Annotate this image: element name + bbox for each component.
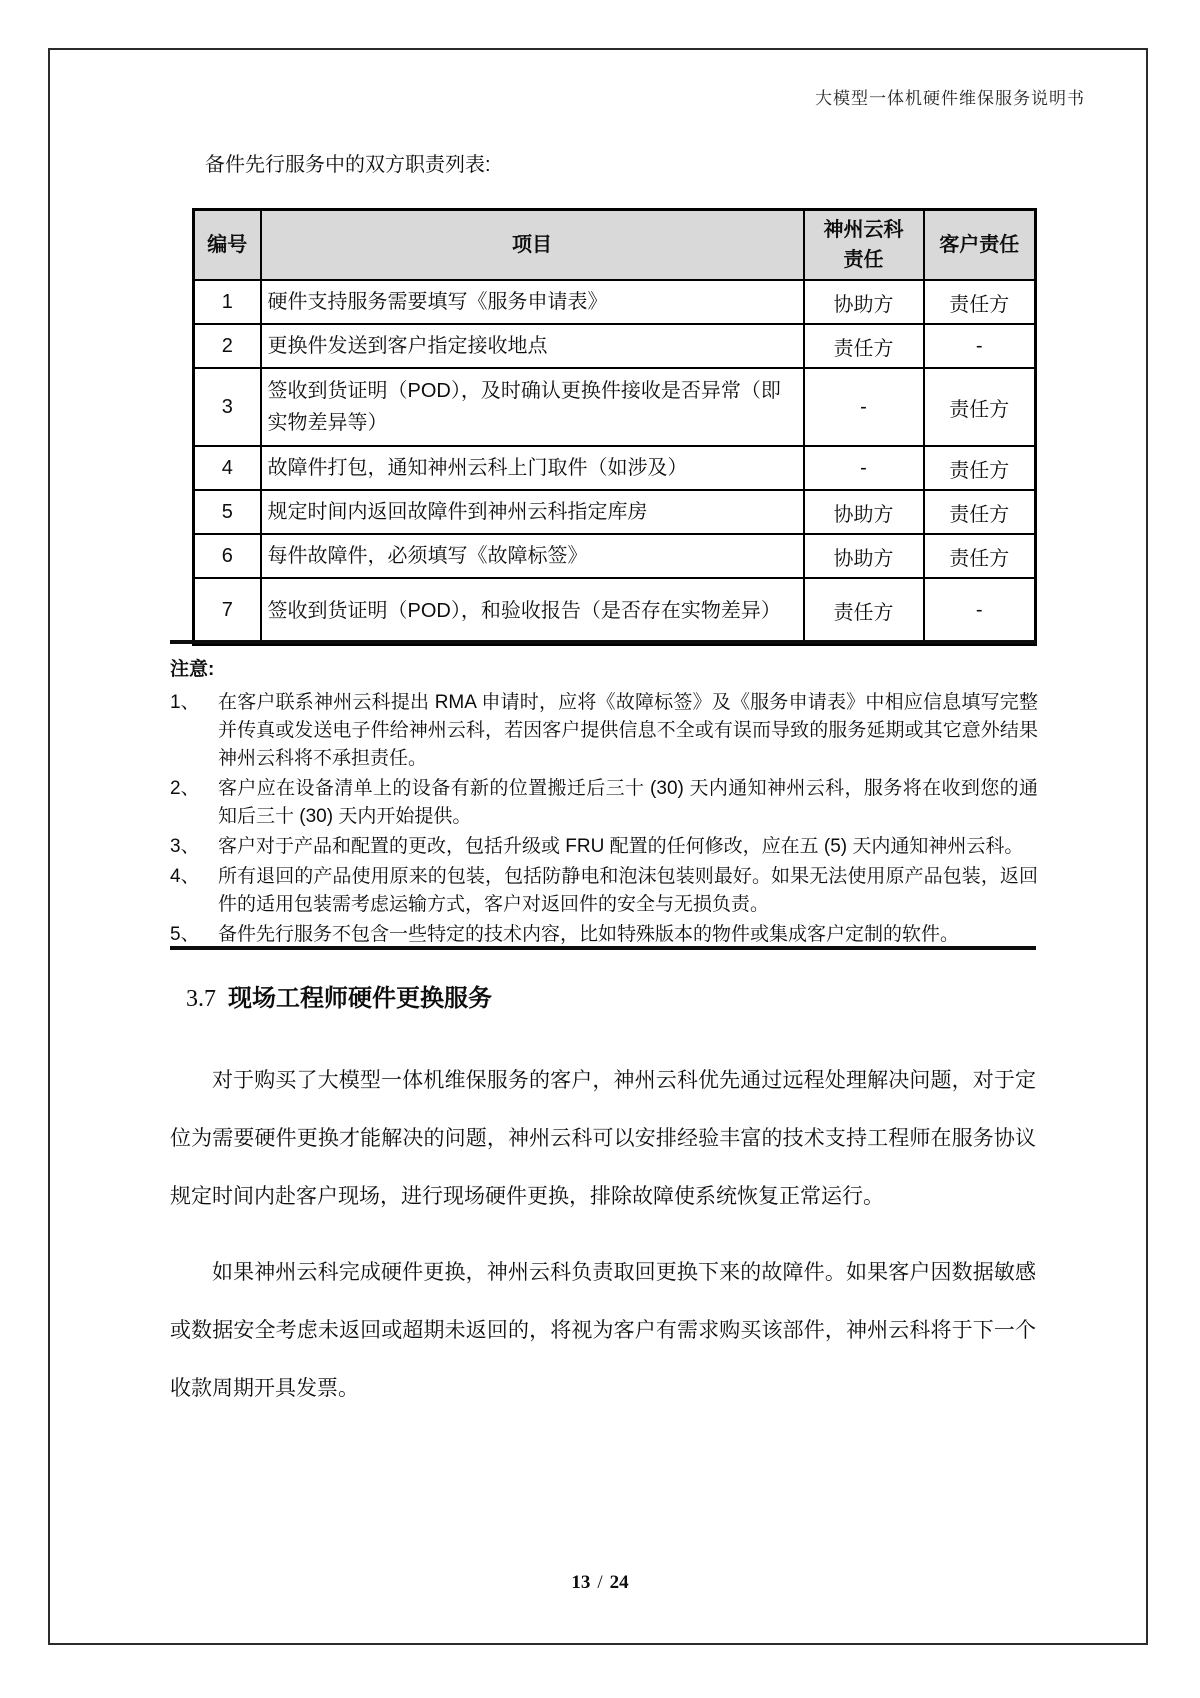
cell-customer: 责任方 [924, 368, 1036, 446]
header-cell-no: 编号 [194, 210, 261, 281]
cell-item: 故障件打包，通知神州云科上门取件（如涉及） [261, 446, 804, 490]
header-cell-item: 项目 [261, 210, 804, 281]
cell-item: 更换件发送到客户指定接收地点 [261, 324, 804, 368]
cell-no: 7 [194, 578, 261, 644]
cell-vendor: - [804, 368, 924, 446]
cell-no: 4 [194, 446, 261, 490]
note-text: 客户应在设备清单上的设备有新的位置搬迁后三十 (30) 天内通知神州云科，服务将在收到您的通知后三十 (30) 天内开始提供。 [218, 778, 1038, 827]
notes-label: 注意: [170, 659, 215, 680]
cell-customer: 责任方 [924, 280, 1036, 324]
page-number-separator: / [597, 1572, 603, 1593]
cell-item: 每件故障件，必须填写《故障标签》 [261, 534, 804, 578]
note-number: 3、 [170, 836, 200, 857]
document-header-title: 大模型一体机硬件维保服务说明书 [815, 89, 1085, 108]
table-intro-text: 备件先行服务中的双方职责列表: [205, 154, 491, 176]
note-number: 2、 [170, 778, 200, 799]
note-item [170, 775, 1038, 831]
cell-item: 签收到货证明（POD），及时确认更换件接收是否异常（即实物差异等） [261, 368, 804, 446]
cell-item: 硬件支持服务需要填写《服务申请表》 [261, 280, 804, 324]
cell-item: 签收到货证明（POD），和验收报告（是否存在实物差异） [261, 578, 804, 644]
table-row [194, 368, 1036, 446]
section-number: 3.7 [186, 986, 216, 1012]
note-item [170, 689, 1038, 773]
paragraph: 如果神州云科完成硬件更换，神州云科负责取回更换下来的故障件。如果客户因数据敏感或数据安全考虑未返回或超期未返回的，将视为客户有需求购买该部件，神州云科将于下一个收款周期开具发票。 [170, 1261, 1036, 1400]
note-text: 客户对于产品和配置的更改，包括升级或 FRU 配置的任何修改，应在五 (5) 天内通知神州云科。 [218, 836, 1024, 857]
cell-vendor: 协助方 [804, 490, 924, 534]
cell-vendor: 协助方 [804, 534, 924, 578]
cell-customer: 责任方 [924, 446, 1036, 490]
note-number: 5、 [170, 924, 200, 945]
paragraph: 对于购买了大模型一体机维保服务的客户，神州云科优先通过远程处理解决问题，对于定位为需要硬件更换才能解决的问题，神州云科可以安排经验丰富的技术支持工程师在服务协议规定时间内赴客户现场，进行现场硬件更换，排除故障使系统恢复正常运行。 [170, 1069, 1036, 1208]
header-cell-customer: 客户责任 [924, 210, 1036, 281]
notes-section [170, 654, 1038, 951]
section-title: 现场工程师硬件更换服务 [228, 985, 492, 1012]
section-heading [186, 978, 492, 1013]
page-number-total: 24 [609, 1572, 629, 1593]
table-row [194, 578, 1036, 644]
cell-no: 2 [194, 324, 261, 368]
cell-item: 规定时间内返回故障件到神州云科指定库房 [261, 490, 804, 534]
responsibility-table [192, 208, 1037, 646]
table-row [194, 534, 1036, 578]
table-header-row [194, 210, 1036, 281]
cell-customer: 责任方 [924, 490, 1036, 534]
header-cell-vendor-line2: 责任 [843, 249, 884, 271]
table-row [194, 280, 1036, 324]
header-cell-vendor [804, 210, 924, 281]
table-row [194, 324, 1036, 368]
table-row [194, 490, 1036, 534]
header-cell-vendor-line1: 神州云科 [823, 219, 904, 241]
divider-line-bottom [170, 946, 1036, 950]
page-footer [0, 1572, 1200, 1594]
note-item [170, 833, 1038, 861]
cell-no: 3 [194, 368, 261, 446]
cell-vendor: 协助方 [804, 280, 924, 324]
note-item [170, 921, 1038, 949]
cell-vendor: 责任方 [804, 324, 924, 368]
cell-customer: - [924, 324, 1036, 368]
cell-customer: - [924, 578, 1036, 644]
note-text: 所有退回的产品使用原来的包装，包括防静电和泡沫包装则最好。如果无法使用原产品包装，返回件的适用包装需考虑运输方式，客户对返回件的安全与无损负责。 [218, 866, 1038, 915]
cell-no: 6 [194, 534, 261, 578]
page-number-current: 13 [571, 1572, 591, 1593]
table-row [194, 446, 1036, 490]
cell-no: 5 [194, 490, 261, 534]
cell-vendor: 责任方 [804, 578, 924, 644]
note-number: 1、 [170, 692, 200, 713]
note-text: 备件先行服务不包含一些特定的技术内容，比如特殊版本的物件或集成客户定制的软件。 [218, 924, 960, 945]
note-number: 4、 [170, 866, 200, 887]
cell-customer: 责任方 [924, 534, 1036, 578]
cell-vendor: - [804, 446, 924, 490]
note-text: 在客户联系神州云科提出 RMA 申请时，应将《故障标签》及《服务申请表》中相应信息填写完整并传真或发送电子件给神州云科，若因客户提供信息不全或有误而导致的服务延期或其它意外结果神州云科将不承担责任。 [218, 692, 1038, 769]
cell-no: 1 [194, 280, 261, 324]
divider-line-top [170, 640, 1036, 644]
note-item [170, 863, 1038, 919]
